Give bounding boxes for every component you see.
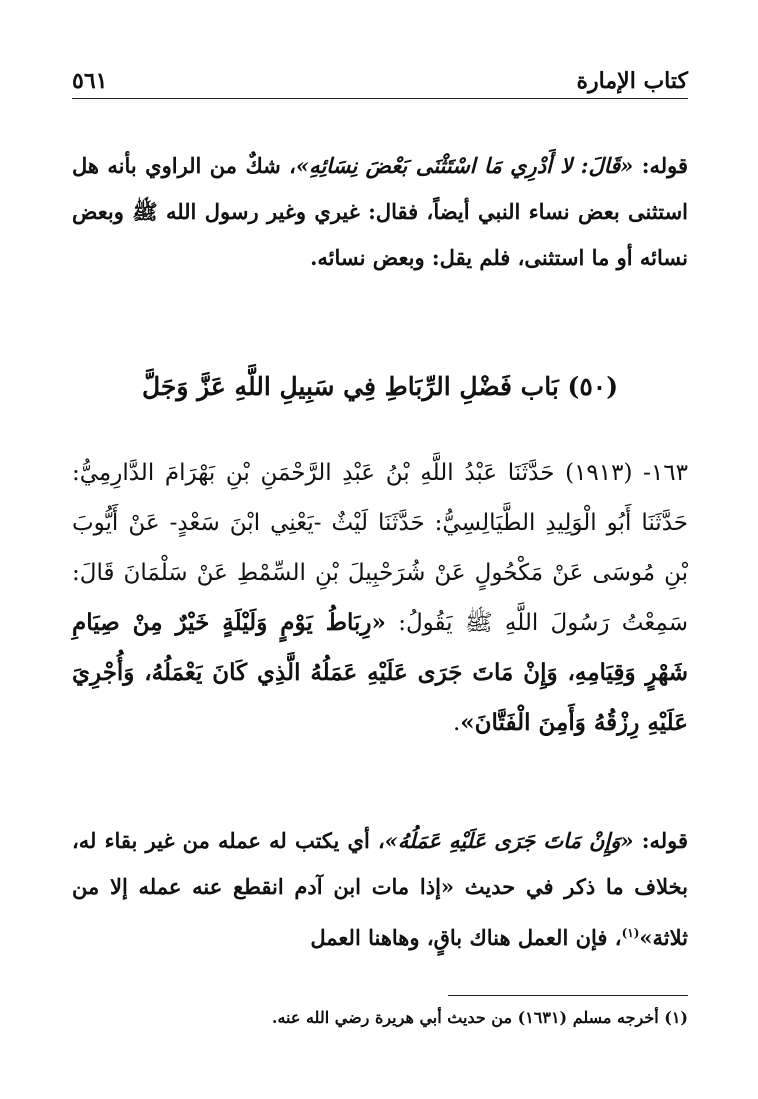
hadith-chain: ١٦٣- (١٩١٣) حَدَّثَنَا عَبْدُ اللَّهِ بْنُ عَبْدِ الرَّحْمَنِ بْنِ بَهْرَامَ الدَّارِمِيُّ: حَدَّثَنَا أَبُو الْوَلِيدِ الطَّيَالِسِيُّ: حَدَّثَنَا لَيْثٌ -يَعْنِي ابْنَ سَعْدٍ- عَنْ أَيُّوبَ بْنِ مُوسَى عَنْ مَكْحُولٍ عَنْ شُرَحْبِيلَ بْنِ السِّمْطِ عَنْ سَلْمَانَ قَالَ: سَمِعْتُ رَسُولَ اللَّهِ ﷺ يَقُولُ: [72, 460, 688, 636]
footnote-divider [448, 995, 688, 996]
footnote: (١) أخرجه مسلم (١٦٣١) من حديث أبي هريرة رضي الله عنه. [271, 1008, 688, 1027]
commentary-body-2a: ، أي يكتب له عمله من غير بقاء له، بخلاف ما ذكر في حديث «إذا مات ابن آدم انقطع عنه عمله إلا من ثلاثة» [72, 828, 688, 950]
page-number: ٥٦١ [72, 68, 108, 94]
footnote-marker: (١) [621, 926, 640, 940]
commentary-lead-2: قوله: [633, 828, 689, 853]
commentary-quote-2: «وَإِنْ مَاتَ جَرَى عَلَيْهِ عَمَلُهُ» [384, 828, 634, 853]
book-page [72, 0, 688, 1099]
commentary-lead: قوله: [633, 153, 688, 178]
hadith-quote: «رِبَاطُ يَوْمٍ وَلَيْلَةٍ خَيْرٌ مِنْ صِيَامِ شَهْرٍ وَقِيَامِهِ، وَإِنْ مَاتَ جَرَى عَلَيْهِ عَمَلُهُ الَّذِي كَانَ يَعْمَلُهُ، وَأُجْرِيَ عَلَيْهِ رِزْقُهُ وَأَمِنَ الْفَتَّانَ» [72, 609, 688, 736]
commentary-paragraph-2 [72, 818, 688, 961]
commentary-body: ، شكٌ من الراوي بأنه هل استثنى بعض نساء النبي أيضاً، فقال: غيري وغير رسول الله ﷺ وبعض نسائه أو ما استثنى، فلم يقل: وبعض نسائه. [72, 153, 688, 270]
hadith-end: . [452, 710, 461, 736]
commentary-body-2b: ، فإن العمل هناك باقٍ، وهاهنا العمل [310, 925, 622, 950]
running-head-title: كتاب الإمارة [576, 68, 688, 94]
page-header [72, 58, 688, 99]
commentary-quote: «قَالَ: لا أَدْرِي مَا اسْتَثْنَى بَعْضَ نِسَائِهِ» [295, 153, 634, 178]
commentary-paragraph-1 [72, 143, 688, 281]
hadith-text [72, 448, 688, 748]
chapter-heading: (٥٠) بَاب فَضْلِ الرِّبَاطِ فِي سَبِيلِ اللَّهِ عَزَّ وَجَلَّ [141, 372, 619, 401]
